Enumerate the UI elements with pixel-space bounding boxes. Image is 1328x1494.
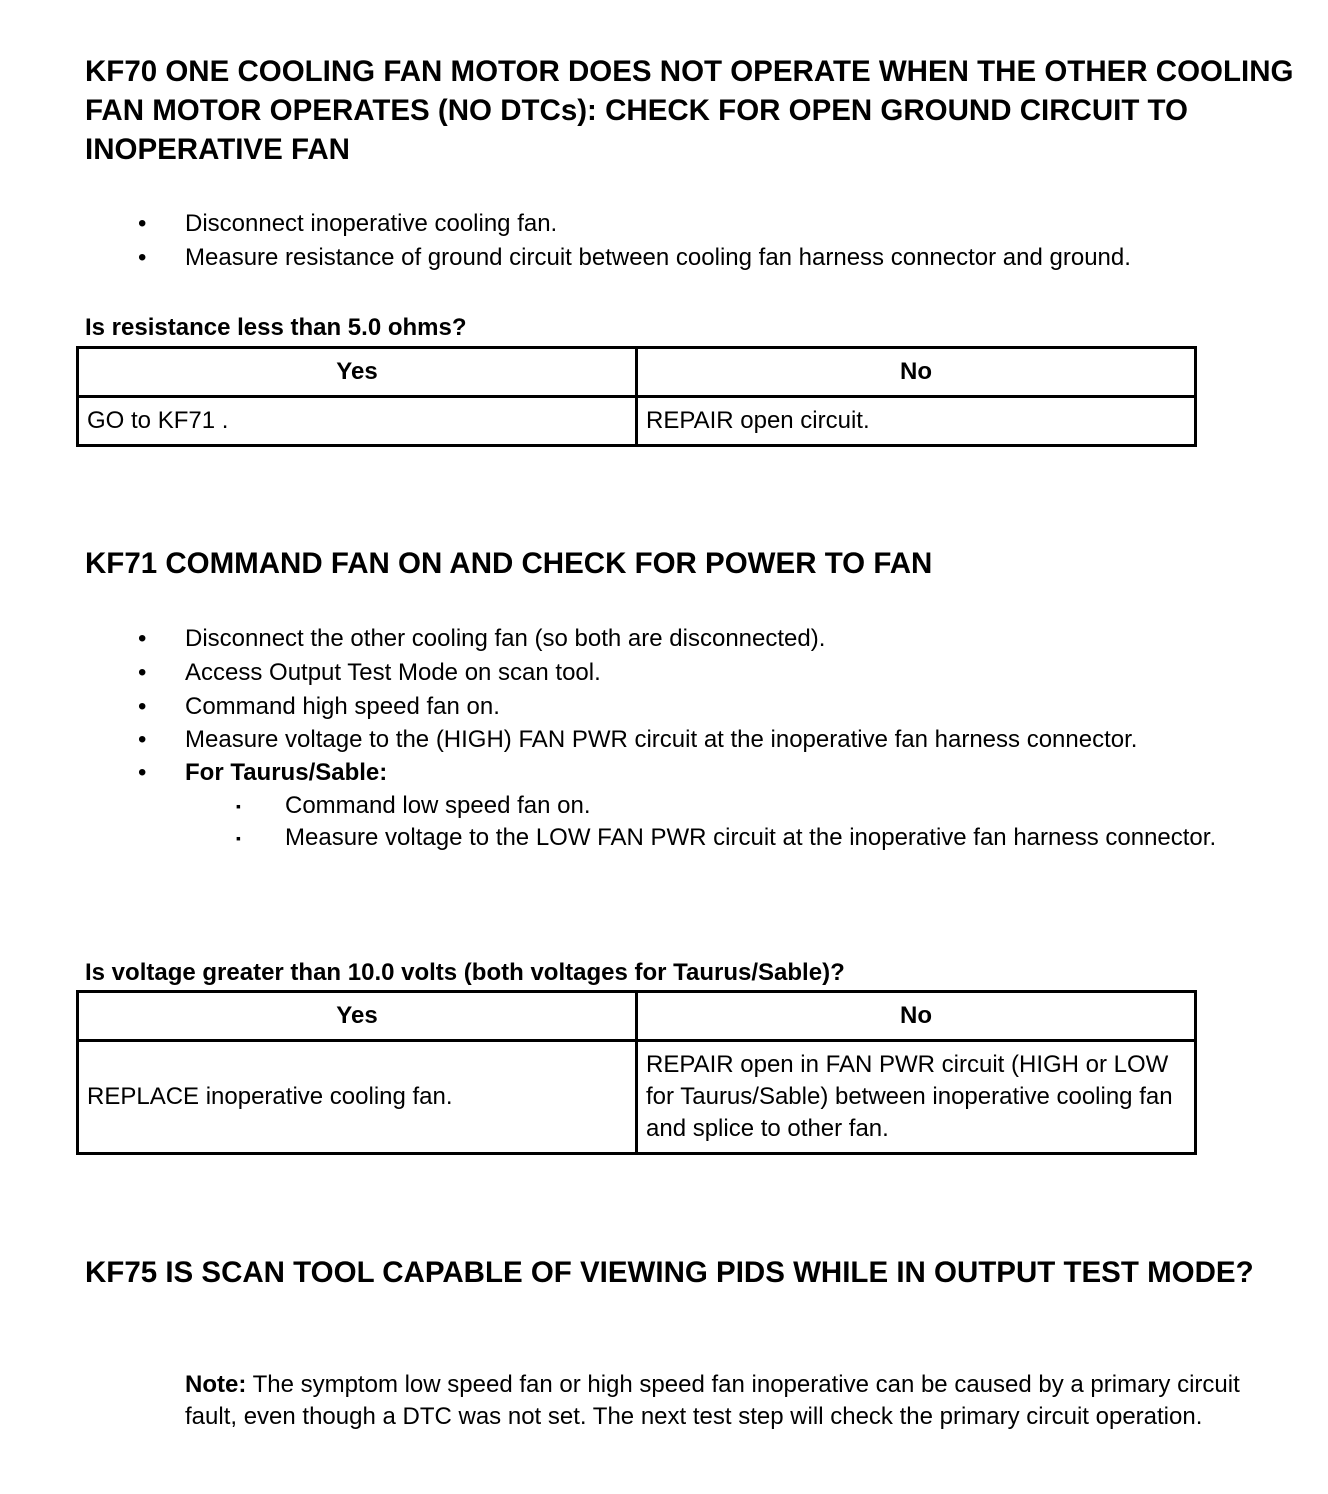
yes-action: REPLACE inoperative cooling fan. [78,1041,637,1154]
no-header: No [637,348,1196,397]
kf70-answer-table [76,346,1197,447]
list-item: • For Taurus/Sable: [0,756,1285,790]
kf70-steps [0,207,1285,275]
kf70-heading: KF70 ONE COOLING FAN MOTOR DOES NOT OPERATE WHEN THE OTHER COOLING FAN MOTOR OPERATES (NO DTCs): CHECK FOR OPEN GROUND CIRCUIT TO INOPERATIVE FAN [85,55,1294,166]
note-label: Note: [185,1371,247,1398]
bullet-icon: • [138,210,147,237]
kf70-question: Is resistance less than 5.0 ohms? [85,314,467,341]
kf71-heading: KF71 COMMAND FAN ON AND CHECK FOR POWER TO FAN [85,547,933,580]
list-item: • Measure voltage to the (HIGH) FAN PWR circuit at the inoperative fan harness connector. [0,724,1175,756]
sub-list-item: ▪ Measure voltage to the LOW FAN PWR circuit at the inoperative fan harness connector. [0,822,1245,854]
bullet-icon: • [138,244,147,271]
kf71-steps [0,622,1285,854]
list-item: • Disconnect inoperative cooling fan. [0,207,1285,241]
bullet-icon: • [138,625,147,652]
no-action: REPAIR open in FAN PWR circuit (HIGH or LOW for Taurus/Sable) between inoperative cooling fan and splice to other fan. [637,1041,1196,1154]
kf71-answer-table [76,990,1197,1155]
bullet-icon: • [138,726,147,753]
kf71-question: Is voltage greater than 10.0 volts (both voltages for Taurus/Sable)? [85,959,845,986]
square-bullet-icon: ▪ [236,798,241,814]
list-item: • Measure resistance of ground circuit between cooling fan harness connector and ground. [0,241,1285,275]
note-text: The symptom low speed fan or high speed fan inoperative can be caused by a primary circuit fault, even though a DTC was not set. The next test step will check the primary circuit operation. [185,1371,1240,1430]
no-header: No [637,992,1196,1041]
list-item: • Disconnect the other cooling fan (so both are disconnected). [0,622,1285,656]
sub-list-item: ▪ Command low speed fan on. [0,790,1245,822]
kf75-note [185,1369,1265,1433]
bullet-icon: • [138,693,147,720]
no-action: REPAIR open circuit. [637,397,1196,446]
square-bullet-icon: ▪ [236,830,241,846]
yes-header: Yes [78,348,637,397]
list-item: • Access Output Test Mode on scan tool. [0,656,1285,690]
kf75-heading: KF75 IS SCAN TOOL CAPABLE OF VIEWING PIDS WHILE IN OUTPUT TEST MODE? [85,1256,1254,1289]
yes-header: Yes [78,992,637,1041]
bullet-icon: • [138,659,147,686]
bullet-icon: • [138,759,147,786]
list-item: • Command high speed fan on. [0,690,1285,724]
yes-action[interactable]: GO to KF71 . [78,397,637,446]
